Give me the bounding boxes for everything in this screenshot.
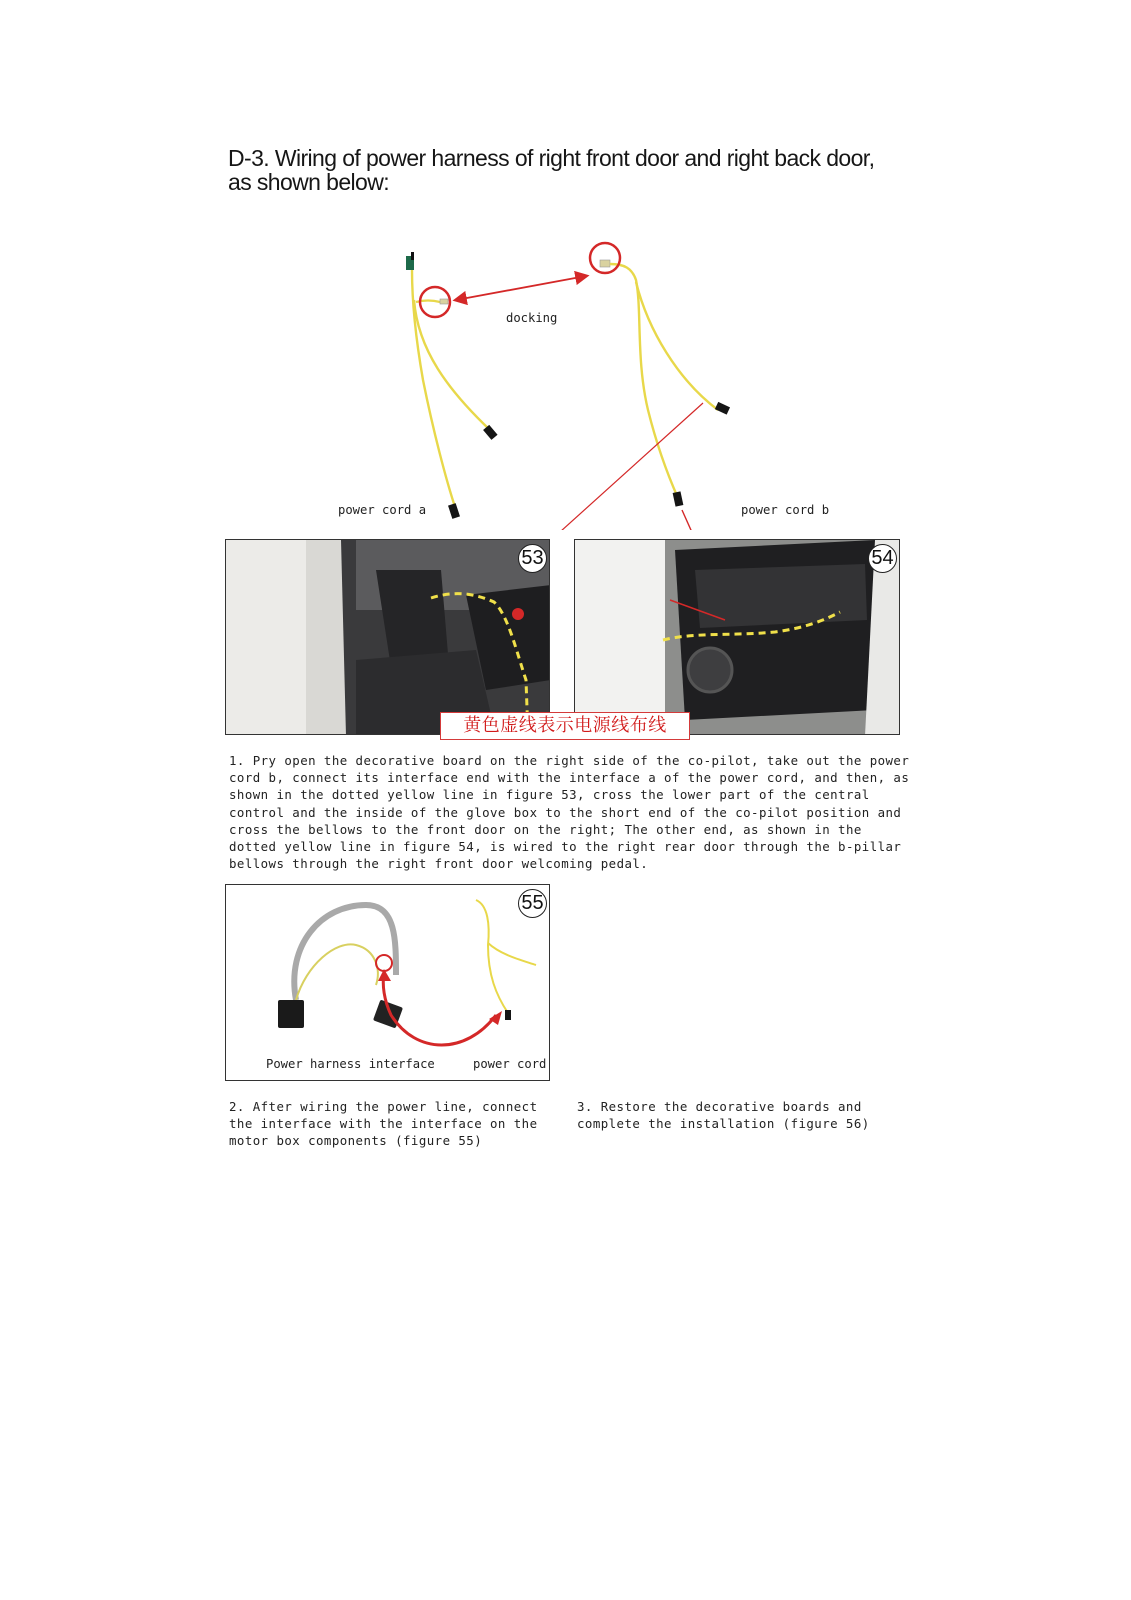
- wiring-legend-banner: 黄色虚线表示电源线布线: [440, 712, 690, 740]
- cord-b-interface-marker: [590, 243, 620, 273]
- section-heading: [228, 146, 928, 194]
- docking-label: docking: [506, 311, 558, 325]
- fig55-cord-label: power cord: [473, 1057, 547, 1071]
- harness-interface-illustration: [226, 885, 550, 1081]
- connector-line-to-fig53: [540, 403, 703, 530]
- figure-53-number: 53: [518, 544, 547, 573]
- power-cord-a-cable: [406, 252, 498, 519]
- figure-55-photo: [225, 884, 550, 1081]
- step-2-text: 2. After wiring the power line, connect the interface with the interface on the motor box components (figure 55): [229, 1099, 538, 1149]
- arrow-to-fig54: [682, 510, 720, 530]
- figure-55-number: 55: [518, 889, 547, 918]
- figure-54-number: 54: [868, 544, 897, 573]
- power-cord-b-label: power cord b: [741, 503, 830, 517]
- fig55-harness-label: Power harness interface: [266, 1057, 435, 1071]
- figure-53-photo: [225, 539, 550, 735]
- car-interior-illustration: [226, 540, 550, 735]
- section-heading-line2: as shown below:: [228, 169, 390, 195]
- step-3-text: 3. Restore the decorative boards and complete the installation (figure 56): [577, 1099, 870, 1132]
- cable-docking-diagram: [228, 220, 928, 530]
- power-cord-a-label: power cord a: [338, 503, 427, 517]
- section-heading-line1: D-3. Wiring of power harness of right front door and right back door,: [228, 145, 875, 171]
- power-cord-b-cable: [600, 260, 730, 507]
- docking-arrow: [456, 276, 586, 300]
- figure-54-photo: [574, 539, 900, 735]
- step-1-text: 1. Pry open the decorative board on the right side of the co-pilot, take out the power cord b, connect its interface end with the interface a of the power cord, and then, as shown in the dotted yellow line in figure 53, cross the lower part of the central control and the inside of the glove box to the short end of the co-pilot position and cross the bellows to the front door on the right; The other end, as shown in the dotted yellow line in figure 54, is wired to the right rear door through the b-pillar bellows through the right front door welcoming pedal.: [229, 753, 910, 872]
- door-interior-illustration: [575, 540, 900, 735]
